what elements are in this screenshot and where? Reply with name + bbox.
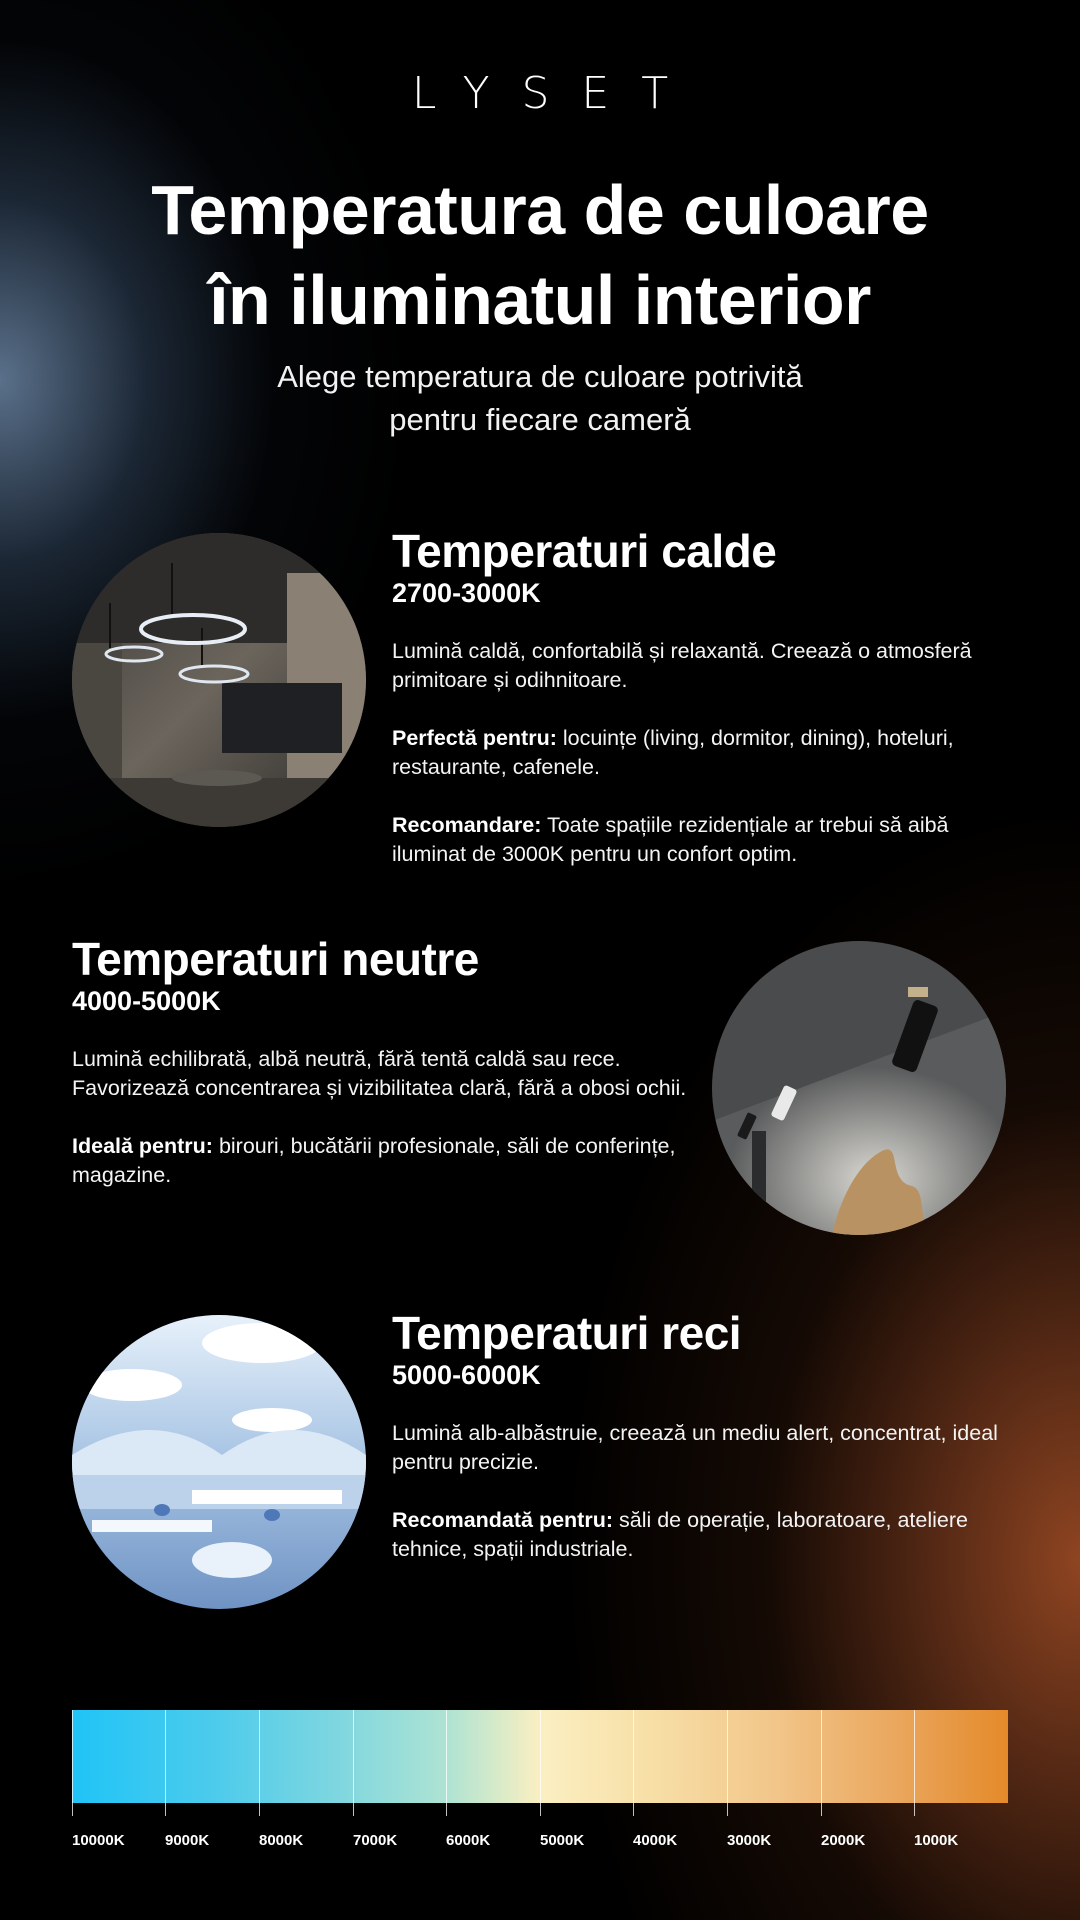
suitable-text: locuințe (living, dormitor, dining), hoteluri, restaurante, cafenele. [392,726,954,779]
scale-tick [353,1710,354,1816]
scale-label: 1000K [914,1832,959,1849]
suitable-label: Recomandată pentru: [392,1508,614,1532]
cool-white-hall-photo-icon [72,1315,366,1609]
suitable-text: săli de operație, laboratoare, ateliere tehnice, spații industriale. [392,1508,968,1561]
section-suitable-for [392,724,1012,782]
brand-logo: LYSET [411,68,701,119]
scale-tick [633,1710,634,1816]
warm-living-room-photo-icon [72,533,366,827]
scale-label: 6000K [446,1832,491,1849]
scale-tick [165,1710,166,1816]
section-cool [392,1307,1012,1593]
section-description: Lumină alb-albăstruie, creează un mediu alert, concentrat, ideal pentru precizie. [392,1421,998,1474]
section-range: 5000-6000K [392,1360,541,1390]
scale-tick [446,1710,447,1816]
page-title [40,165,1040,345]
section-neutral [72,933,692,1219]
section-range: 2700-3000K [392,578,541,608]
section-title: Temperaturi neutre [72,933,479,985]
scale-label: 10000K [72,1832,125,1849]
scale-tick [914,1710,915,1816]
section-title: Temperaturi calde [392,525,777,577]
recommendation-label: Recomandare: [392,813,542,837]
section-recommendation [392,811,1012,869]
subtitle-line-1: Alege temperatura de culoare potrivită [277,359,803,394]
section-description: Lumină caldă, confortabilă și relaxantă. Creează o atmosferă primitoare și odihnitoare. [392,639,972,692]
scale-tick [540,1710,541,1816]
section-suitable-for [72,1132,692,1190]
scale-tick [72,1710,73,1816]
section-range: 4000-5000K [72,986,221,1016]
title-line-2: în iluminatul interior [209,261,871,339]
subtitle-line-2: pentru fiecare cameră [389,402,691,437]
scale-label: 2000K [821,1832,866,1849]
section-suitable-for [392,1506,1012,1564]
section-title: Temperaturi reci [392,1307,742,1359]
scale-tick [821,1710,822,1816]
page-subtitle [140,355,940,441]
suitable-label: Ideală pentru: [72,1134,213,1158]
scale-label: 3000K [727,1832,772,1849]
scale-label: 5000K [540,1832,585,1849]
section-description: Lumină echilibrată, albă neutră, fără tentă caldă sau rece. Favorizează concentrarea și vizibilitatea clară, fără a obosi ochii. [72,1047,687,1100]
title-line-1: Temperatura de culoare [151,171,929,249]
scale-tick [727,1710,728,1816]
spotlight-ceiling-photo-icon [712,941,1006,1235]
scale-tick [259,1710,260,1816]
section-warm [392,525,1012,898]
scale-label: 9000K [165,1832,210,1849]
recommendation-text: Toate spațiile rezidențiale ar trebui să aibă iluminat de 3000K pentru un confort optim. [392,813,949,866]
suitable-text: birouri, bucătării profesionale, săli de conferințe, magazine. [72,1134,676,1187]
scale-label: 4000K [633,1832,678,1849]
suitable-label: Perfectă pentru: [392,726,557,750]
scale-label: 8000K [259,1832,304,1849]
scale-label: 7000K [353,1832,398,1849]
